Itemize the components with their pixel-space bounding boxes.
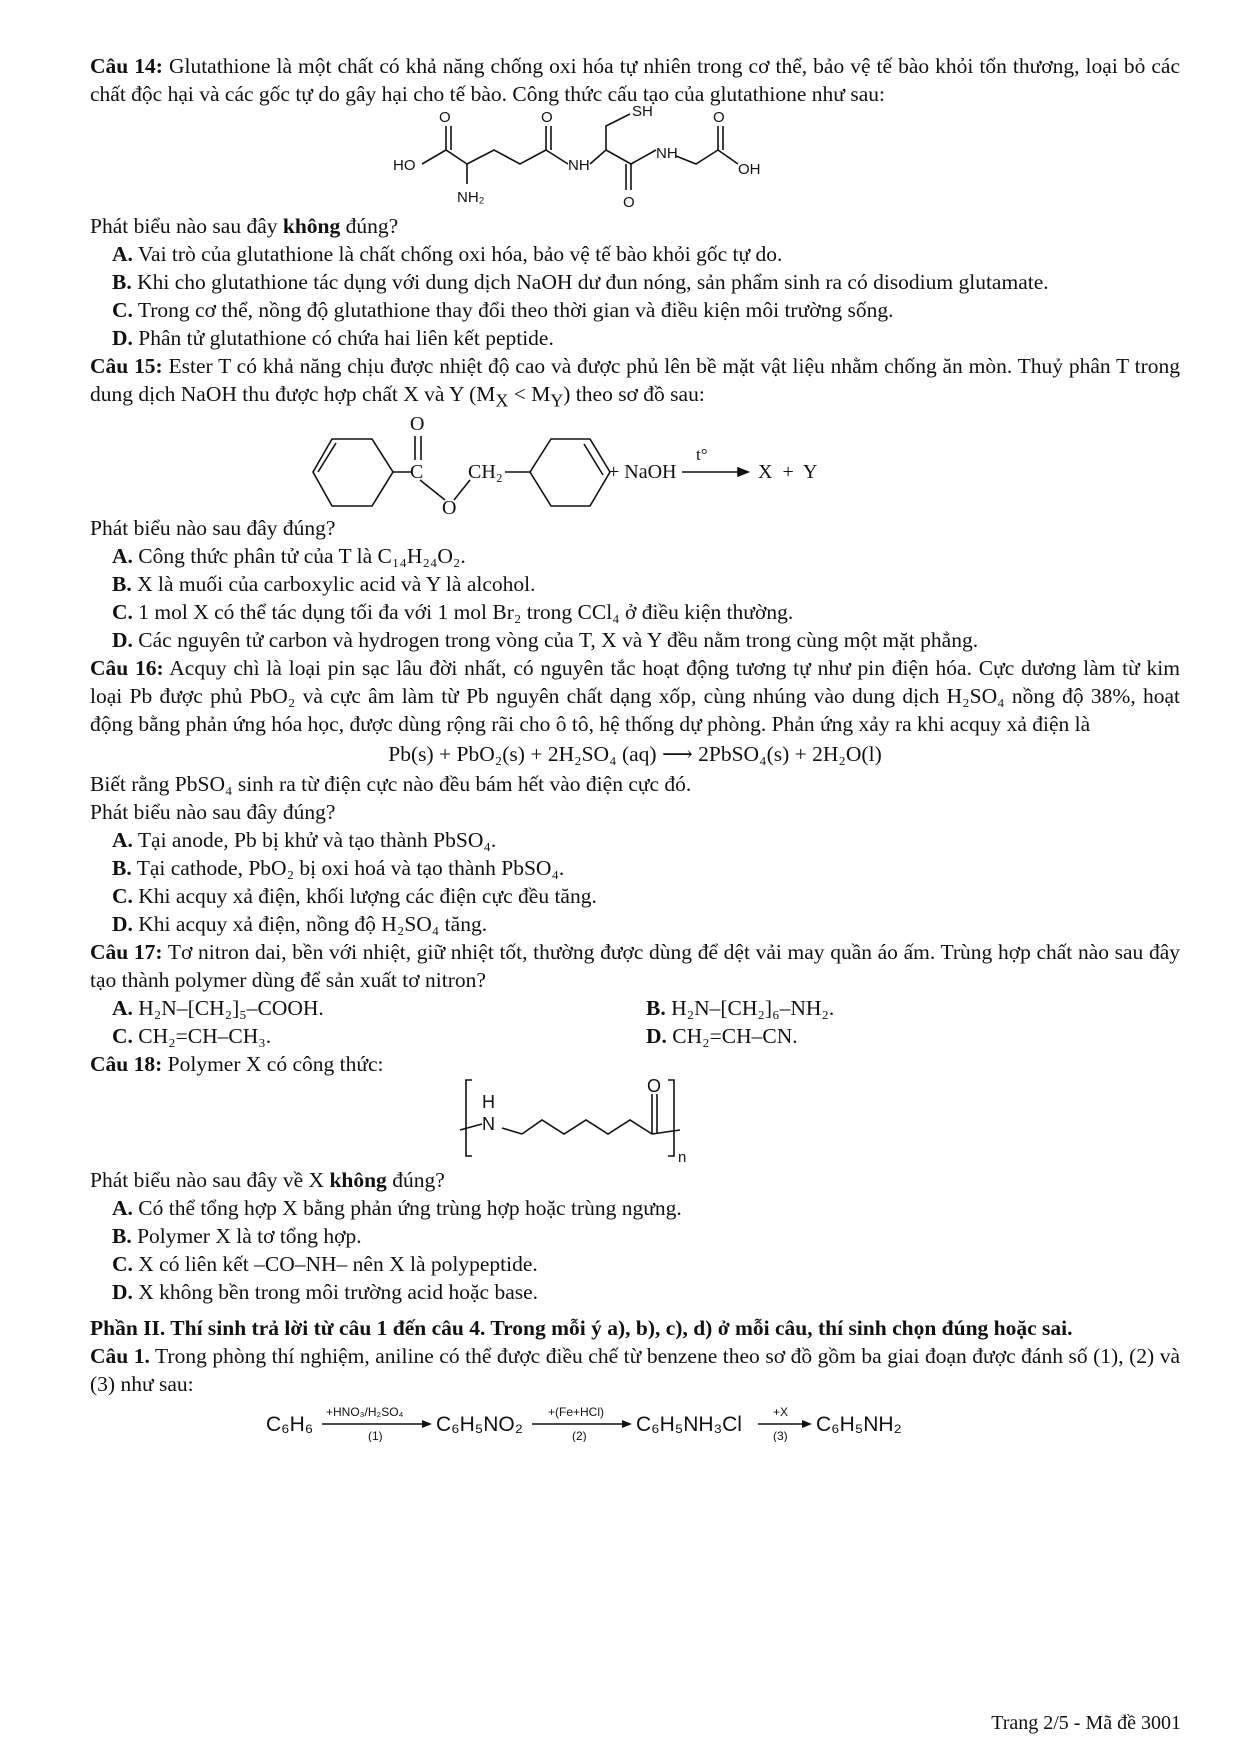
q15-option-b	[90, 570, 1180, 598]
option-key: A.	[112, 996, 133, 1021]
aniline-scheme	[90, 1398, 1180, 1442]
option-text: X không bền trong môi trường acid hoặc base.	[132, 1280, 539, 1305]
q15-option-d	[90, 626, 1180, 654]
option-text: X là muối của carboxylic acid và Y là alcohol.	[131, 572, 536, 597]
q16-option-b	[90, 854, 1180, 882]
option-key: B.	[112, 1224, 132, 1249]
option-text: Khi acquy xả điện, nồng độ H₂SO₄ tăng.	[132, 912, 488, 937]
question-17-text: Tơ nitron dai, bền với nhiệt, giữ nhiệt tốt, thường được dùng để dệt vải may quần áo ấm. Trùng hợp chất nào sau đây tạo thành polymer dùng để sản xuất tơ nitron?	[90, 940, 1180, 993]
question-15-stem	[90, 352, 1180, 414]
step-2: (2)	[572, 1429, 587, 1443]
temp-condition: t°	[696, 445, 708, 465]
o-label-4: O	[623, 194, 635, 211]
option-key: C.	[112, 600, 133, 625]
q18-option-d	[90, 1278, 1180, 1306]
question-17-stem	[90, 938, 1180, 994]
prompt-bold: không	[282, 214, 341, 238]
option-text: Có thể tổng hợp X bằng phản ứng trùng hợp hoặc trùng ngưng.	[132, 1196, 682, 1221]
option-text: Polymer X là tơ tổng hợp.	[131, 1224, 362, 1249]
question-16-note: Biết rằng PbSO₄ sinh ra từ điện cực nào đều bám hết vào điện cực đó.	[90, 772, 692, 797]
q18-option-a	[90, 1194, 1180, 1222]
polymer-x-structure	[90, 1074, 1180, 1166]
q16-option-a	[90, 826, 1180, 854]
sh-label: SH	[632, 103, 653, 120]
option-key: A.	[112, 828, 133, 853]
question-18-text: Polymer X có công thức:	[162, 1052, 384, 1077]
naoh-label: + NaOH	[608, 461, 677, 484]
question-14-stem	[90, 52, 1180, 108]
reagent-2: +(Fe+HCl)	[548, 1405, 605, 1420]
c-label: C	[410, 461, 424, 484]
option-text: 1 mol X có thể tác dụng tối đa với 1 mol Br₂ trong CCl₄ ở điều kiện thường.	[132, 600, 794, 625]
q14-option-b	[90, 268, 1180, 296]
question-16-stem	[90, 654, 1180, 738]
step-3: (3)	[773, 1429, 788, 1443]
q15-option-a	[90, 542, 1180, 570]
anilinium-chloride-label: C₆H₅NH₃Cl	[636, 1413, 742, 1437]
question-17-label: Câu 17:	[90, 940, 163, 965]
n-label: N	[482, 1114, 495, 1135]
question-14-prompt	[90, 212, 1180, 240]
nh2-label: NH₂	[457, 189, 485, 206]
question-15-text: Ester T có khả năng chịu được nhiệt độ cao và được phủ lên bề mặt vật liệu nhằm chống ăn mòn. Thuỷ phân T trong dung dịch NaOH thu được hợp chất X và Y (M	[90, 354, 1180, 406]
option-text: Phân tử glutathione có chứa hai liên kết peptide.	[132, 326, 554, 350]
question-18-label: Câu 18:	[90, 1052, 163, 1077]
option-key: A.	[112, 242, 133, 266]
option-key: C.	[112, 1252, 133, 1277]
option-key: D.	[112, 912, 133, 937]
nitrobenzene-label: C₆H₅NO₂	[436, 1413, 523, 1437]
ch2-label: CH₂	[468, 461, 503, 484]
q18-option-c	[90, 1250, 1180, 1278]
option-key: C.	[112, 1024, 133, 1049]
prompt-post: đúng?	[340, 214, 399, 238]
question-14-text: Glutathione là một chất có khả năng chống oxi hóa tự nhiên trong cơ thể, bảo vệ tế bào khỏi tổn thương, loại bỏ các chất độc hại và các gốc tự do gây hại cho tế bào. Công thức cấu tạo của glutathione như sau:	[90, 54, 1180, 106]
q17-option-b	[646, 994, 1180, 1022]
option-text: Khi cho glutathione tác dụng với dung dịch NaOH dư đun nóng, sản phẩm sinh ra có disodium glutamate.	[131, 270, 1049, 294]
q17-option-a	[90, 994, 646, 1022]
prompt-bold: không	[329, 1168, 387, 1193]
option-text: Công thức phân tử của T là C₁₄H₂₄O₂.	[132, 544, 466, 569]
part-2-heading: Phần II. Thí sinh trả lời từ câu 1 đến câu 4. Trong mỗi ý a), b), c), d) ở mỗi câu, thí sinh chọn đúng hoặc sai.	[90, 1316, 1073, 1341]
o-bridge-label: O	[442, 497, 457, 515]
part2-question-1-label: Câu 1.	[90, 1344, 150, 1369]
q14-option-d	[90, 324, 1180, 352]
question-16-label: Câu 16:	[90, 656, 164, 681]
q17-option-c	[90, 1022, 646, 1050]
nh-label-b: NH	[656, 145, 678, 162]
repeat-n-label: n	[678, 1149, 687, 1167]
prompt-pre: Phát biểu nào sau đây về X	[90, 1168, 330, 1193]
products-label: X + Y	[758, 461, 818, 484]
o-label: O	[647, 1076, 662, 1097]
option-key: D.	[112, 1280, 133, 1305]
q15-option-c	[90, 598, 1180, 626]
benzene-label: C₆H₆	[266, 1413, 314, 1437]
question-16-text: Acquy chì là loại pin sạc lâu đời nhất, có nguyên tắc hoạt động tương tự như pin điện hóa. Cực dương làm từ kim loại Pb được phủ PbO₂ và cực âm làm từ Pb nguyên chất dạng xốp, cùng nhúng vào dung dịch H₂SO₄ nồng độ 38%, hoạt động bằng phản ứng hóa học, được dùng rộng rãi cho ô tô, hệ thống dự phòng. Phản ứng xảy ra khi acquy xả điện là	[90, 656, 1180, 737]
battery-equation: Pb(s) + PbO₂(s) + 2H₂SO₄ (aq) ⟶ 2PbSO₄(s) + 2H₂O(l)	[388, 742, 882, 767]
h-label: H	[482, 1092, 495, 1113]
question-14-label: Câu 14:	[90, 54, 163, 78]
text-end: ) theo sơ đồ sau:	[563, 382, 705, 406]
option-text: Các nguyên tử carbon và hydrogen trong vòng của T, X và Y đều nằm trong cùng một mặt phẳng.	[132, 628, 979, 653]
o-label-3: O	[713, 109, 725, 126]
q17-options-row-1	[90, 994, 1180, 1022]
o-label-1: O	[439, 109, 451, 126]
option-key: C.	[112, 884, 133, 909]
q14-option-c	[90, 296, 1180, 324]
option-text: H₂N–[CH₂]₆–NH₂.	[665, 996, 835, 1021]
option-key: D.	[112, 628, 133, 653]
question-18-prompt	[90, 1166, 1180, 1194]
option-text: CH₂=CH–CN.	[666, 1024, 798, 1049]
option-key: D.	[112, 326, 133, 350]
step-1: (1)	[368, 1429, 383, 1443]
glutathione-structure	[90, 102, 1180, 212]
part2-question-1-text: Trong phòng thí nghiệm, aniline có thể được điều chế từ benzene theo sơ đồ gồm ba giai đoạn được đánh số (1), (2) và (3) như sau:	[90, 1344, 1180, 1397]
o-label-2: O	[541, 109, 553, 126]
q16-option-c	[90, 882, 1180, 910]
option-key: C.	[112, 298, 133, 322]
option-key: B.	[112, 270, 132, 294]
option-key: D.	[646, 1024, 667, 1049]
nh-label-a: NH	[568, 157, 590, 174]
question-16-prompt: Phát biểu nào sau đây đúng?	[90, 800, 336, 825]
option-text: Khi acquy xả điện, khối lượng các điện cực đều tăng.	[132, 884, 597, 909]
option-key: A.	[112, 544, 133, 569]
ester-scheme	[90, 414, 1180, 514]
q16-option-d	[90, 910, 1180, 938]
page-footer: Trang 2/5 - Mã đề 3001	[991, 1712, 1181, 1734]
option-text: Trong cơ thể, nồng độ glutathione thay đổi theo thời gian và điều kiện môi trường sống.	[132, 298, 894, 322]
option-text: Tại anode, Pb bị khử và tạo thành PbSO₄.	[132, 828, 497, 853]
o-top-label: O	[410, 414, 425, 436]
exam-page	[90, 52, 1180, 1442]
ho-label: HO	[393, 157, 416, 174]
option-key: A.	[112, 1196, 133, 1221]
reagent-3: +X	[773, 1405, 789, 1420]
option-text: CH₂=CH–CH₃.	[132, 1024, 272, 1049]
q18-option-b	[90, 1222, 1180, 1250]
prompt-post: đúng?	[386, 1168, 445, 1193]
q14-option-a	[90, 240, 1180, 268]
prompt-pre: Phát biểu nào sau đây	[90, 214, 283, 238]
option-key: B.	[112, 856, 132, 881]
option-text: Vai trò của glutathione là chất chống oxi hóa, bảo vệ tế bào khỏi gốc tự do.	[132, 242, 783, 266]
option-key: B.	[646, 996, 666, 1021]
question-15-prompt: Phát biểu nào sau đây đúng?	[90, 516, 336, 541]
aniline-label: C₆H₅NH₂	[816, 1413, 902, 1437]
option-text: Tại cathode, PbO₂ bị oxi hoá và tạo thành PbSO₄.	[131, 856, 565, 881]
part2-question-1-stem	[90, 1342, 1180, 1398]
option-text: H₂N–[CH₂]₅–COOH.	[132, 996, 324, 1021]
sub-y: Y	[550, 390, 564, 411]
sub-x: X	[495, 390, 509, 411]
oh-label: OH	[738, 161, 761, 178]
option-key: B.	[112, 572, 132, 597]
question-15-label: Câu 15:	[90, 354, 163, 378]
q17-options-row-2	[90, 1022, 1180, 1050]
reagent-1: +HNO₃/H₂SO₄	[326, 1405, 404, 1420]
q17-option-d	[646, 1022, 1180, 1050]
option-text: X có liên kết –CO–NH– nên X là polypeptide.	[132, 1252, 538, 1277]
text-mid: < M	[508, 382, 551, 406]
